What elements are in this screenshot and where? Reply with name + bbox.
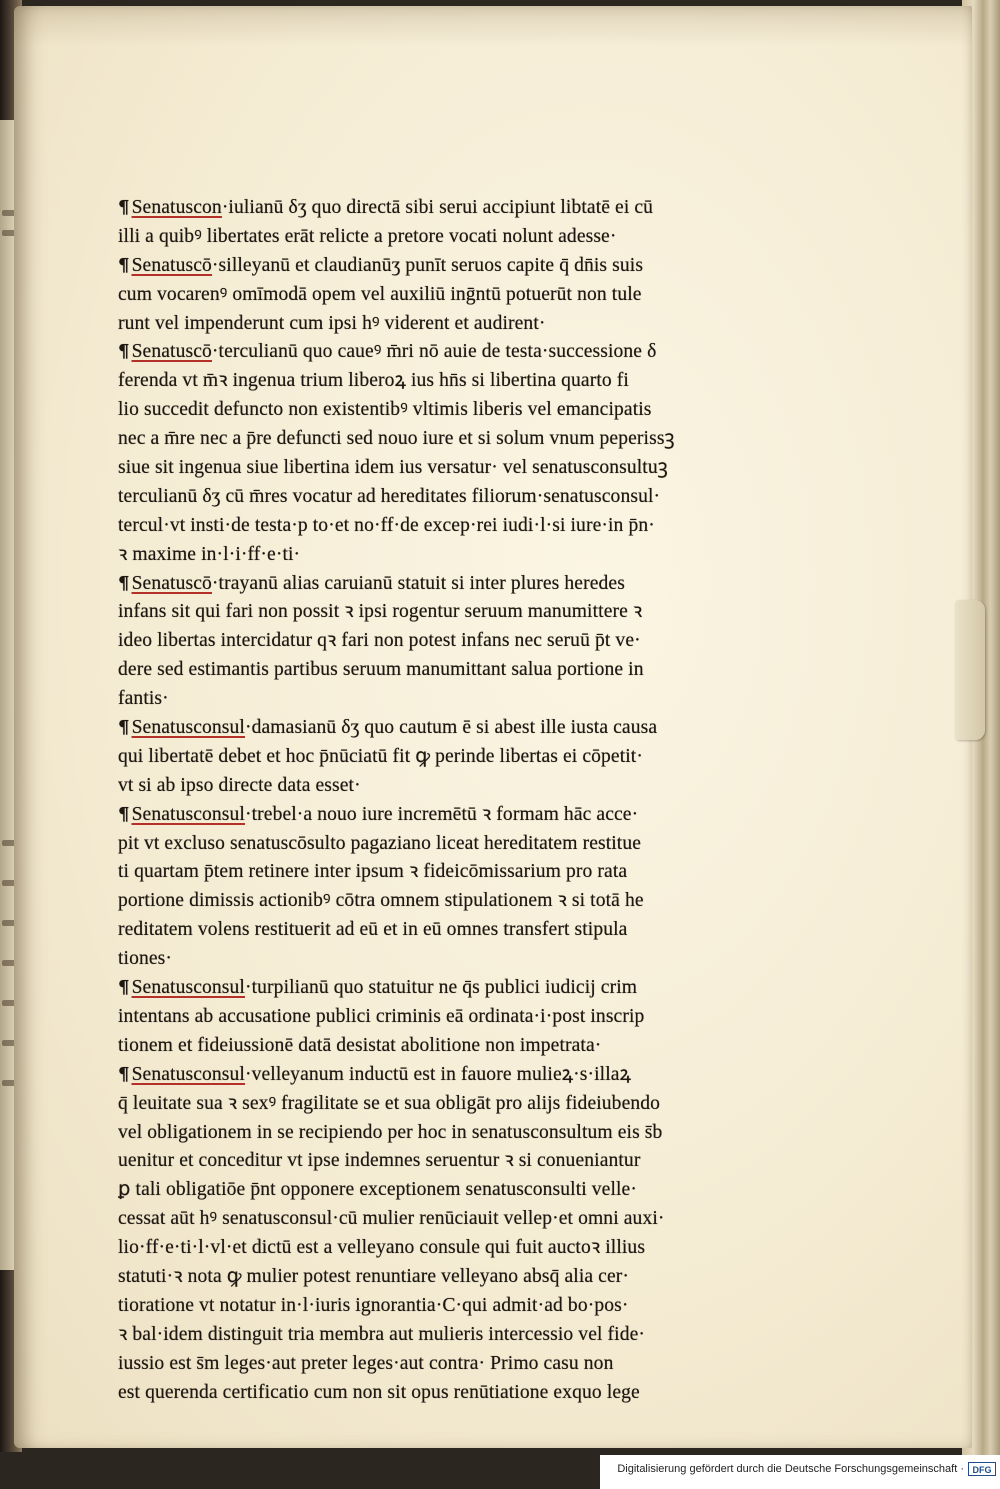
paragraph-first-line	[118, 974, 718, 1003]
rubricated-heading: Senatusconsul	[131, 977, 245, 999]
page-tab	[955, 600, 985, 740]
paragraph-first-line	[118, 801, 718, 830]
text-line: est querenda certificatio cum non sit opus renūtiatione exquo lege	[118, 1381, 640, 1403]
text-line: ꝛ maxime in·l·i·ff·e·ti·	[118, 543, 301, 565]
footer-dark-area	[0, 1455, 600, 1489]
line-text: ·iulianū δʒ quo directā sibi serui accipiunt libtatē ei cū	[221, 197, 654, 218]
text-line: pit vt excluso senatuscōsulto pagaziano liceat hereditatem restitue	[118, 832, 642, 854]
paragraph-mark-icon: ¶	[118, 803, 130, 825]
text-line: nec a m̄re nec a p̄re defuncti sed nouo iure et si solum vnum peperissꝫ	[118, 428, 675, 450]
paragraph-mark-icon: ¶	[118, 254, 130, 276]
line-text: ·damasianū δʒ quo cautum ē si abest ille iusta causa	[244, 717, 658, 739]
text-line: lio succedit defuncto non existentibꝰ vltimis liberis vel emancipatis	[118, 399, 652, 421]
paragraph-first-line	[118, 194, 718, 223]
text-line: tionem et fideiussionē datā desistat abolitione non impetrata·	[118, 1034, 602, 1056]
text-line: ti quartam p̄tem retinere inter ipsum ꝛ fideicōmissarium pro rata	[118, 861, 628, 883]
text-line: dere sed estimantis partibus seruum manumittant salua portione in	[118, 659, 644, 681]
line-text: ·silleyanū et claudianūʒ punīt seruos capite q̄ dn̄is suis	[211, 254, 644, 276]
text-line: infans sit qui fari non possit ꝛ ipsi rogentur seruum manumittere ꝛ	[118, 601, 643, 623]
dfg-credit-text: Digitalisierung gefördert durch die Deutsche Forschungsgemeinschaft ·	[617, 1463, 964, 1475]
text-line: illi a quibꝰ libertates erāt relicte a pretore vocati nolunt adesse·	[118, 225, 617, 247]
text-line: cum vocarenꝰ omīmodā opem vel auxiliū inḡntū potuerūt non tule	[118, 283, 642, 305]
text-line: qui libertatē debet et hoc p̄nūciatū fit ꝙ perinde libertas ei cōpetit·	[118, 745, 643, 767]
rubricated-heading: Senatusconsul	[131, 1063, 245, 1085]
rubricated-heading: Senatusconsul	[131, 803, 245, 825]
text-line: vel obligationem in se recipiendo per hoc in senatusconsultum eis s̄b	[118, 1121, 663, 1143]
text-line: ferenda vt m̄ꝛ ingenua trium liberoꝝ ius hn̄s si libertina quarto fi	[118, 370, 629, 392]
text-line: iussio est s̄m leges·aut preter leges·aut contra· Primo casu non	[118, 1352, 614, 1374]
text-line: cessat aūt hꝰ senatusconsul·cū mulier renūciauit vellep·et omni auxi·	[118, 1208, 665, 1230]
line-text: ·trebel·a nouo iure incremētū ꝛ formam hāc acce·	[244, 803, 639, 825]
paragraph-first-line	[118, 1061, 718, 1090]
paragraph-mark-icon: ¶	[118, 341, 130, 363]
footer-bar	[0, 1455, 1000, 1489]
text-line: tercul·vt insti·de testa·p to·et no·ff·de excep·rei iudi·l·si iure·in p̄n·	[118, 514, 655, 536]
text-line: ideo libertas intercidatur qꝛ fari non potest infans nec seruū p̄t ve·	[118, 630, 641, 652]
rubricated-heading: Senatuscō	[131, 341, 212, 363]
line-text: ·turpilianū quo statuitur ne q̄s publici iudicij crim	[244, 977, 638, 999]
text-line: ꝛ bal·idem distinguit tria membra aut mulieris intercessio vel fide·	[118, 1323, 646, 1345]
paragraph-first-line	[118, 714, 718, 743]
rubricated-heading: Senatusconsul	[131, 717, 245, 739]
paragraph-mark-icon: ¶	[118, 977, 130, 999]
paragraph-mark-icon: ¶	[118, 717, 130, 739]
paragraph-first-line	[118, 252, 718, 281]
text-line: q̄ leuitate sua ꝛ sexꝰ fragilitate se et sua obligāt pro alijs fideiubendo	[118, 1092, 661, 1114]
text-line: tiones·	[118, 948, 173, 970]
text-line: lio·ff·e·ti·l·vl·et dictū est a velleyano consule qui fuit auctoꝛ illius	[118, 1237, 646, 1259]
text-line: uenitur et conceditur vt ipse indemnes seruentur ꝛ si conueniantur	[118, 1150, 641, 1172]
paragraph-mark-icon: ¶	[118, 572, 130, 594]
line-text: ·trayanū alias caruianū statuit si inter plures heredes	[211, 572, 625, 594]
rubricated-heading: Senatuscō	[131, 572, 212, 594]
rubricated-heading: Senatuscō	[131, 254, 212, 276]
text-line: statuti·ꝛ nota ꝙ mulier potest renuntiare velleyano absq̄ alia cer·	[118, 1265, 630, 1287]
paragraph-first-line	[118, 570, 718, 599]
text-line: tioratione vt notatur in·l·iuris ignorantia·C·qui admit·ad bo·pos·	[118, 1294, 629, 1316]
text-line: portione dimissis actionibꝰ cōtra omnem stipulationem ꝛ si totā he	[118, 890, 644, 912]
text-line: intentans ab accusatione publici criminis eā ordinata·i·post inscrip	[118, 1005, 645, 1027]
paragraph-first-line	[118, 338, 718, 367]
paragraph-mark-icon: ¶	[118, 197, 130, 218]
paragraph-mark-icon: ¶	[118, 1063, 130, 1085]
text-line: terculianū δʒ cū m̄res vocatur ad hereditates filiorum·senatusconsul·	[118, 485, 661, 507]
text-line: reditatem volens restituerit ad eū et in eū omnes transfert stipula	[118, 919, 628, 941]
text-line: runt vel impenderunt cum ipsi hꝰ viderent et audirent·	[118, 312, 546, 334]
text-line: siue sit ingenua siue libertina idem ius versatur· vel senatusconsultuꝫ	[118, 457, 668, 479]
rubricated-heading: Senatuscon	[131, 197, 222, 218]
line-text: ·terculianū quo caueꝰ m̄ri nō auie de testa·successione δ	[211, 341, 657, 363]
dfg-logo: DFG	[968, 1462, 996, 1476]
text-line: vt si ab ipso directe data esset·	[118, 774, 361, 796]
line-text: ·velleyanum inductū est in fauore mulieꝝ·s·illaꝝ	[244, 1063, 631, 1085]
text-line: fantis·	[118, 688, 169, 710]
text-line: ꝑ tali obligatiōe p̄nt opponere exceptionem senatusconsulti velle·	[118, 1179, 637, 1201]
incunabula-text-block	[118, 194, 718, 1407]
